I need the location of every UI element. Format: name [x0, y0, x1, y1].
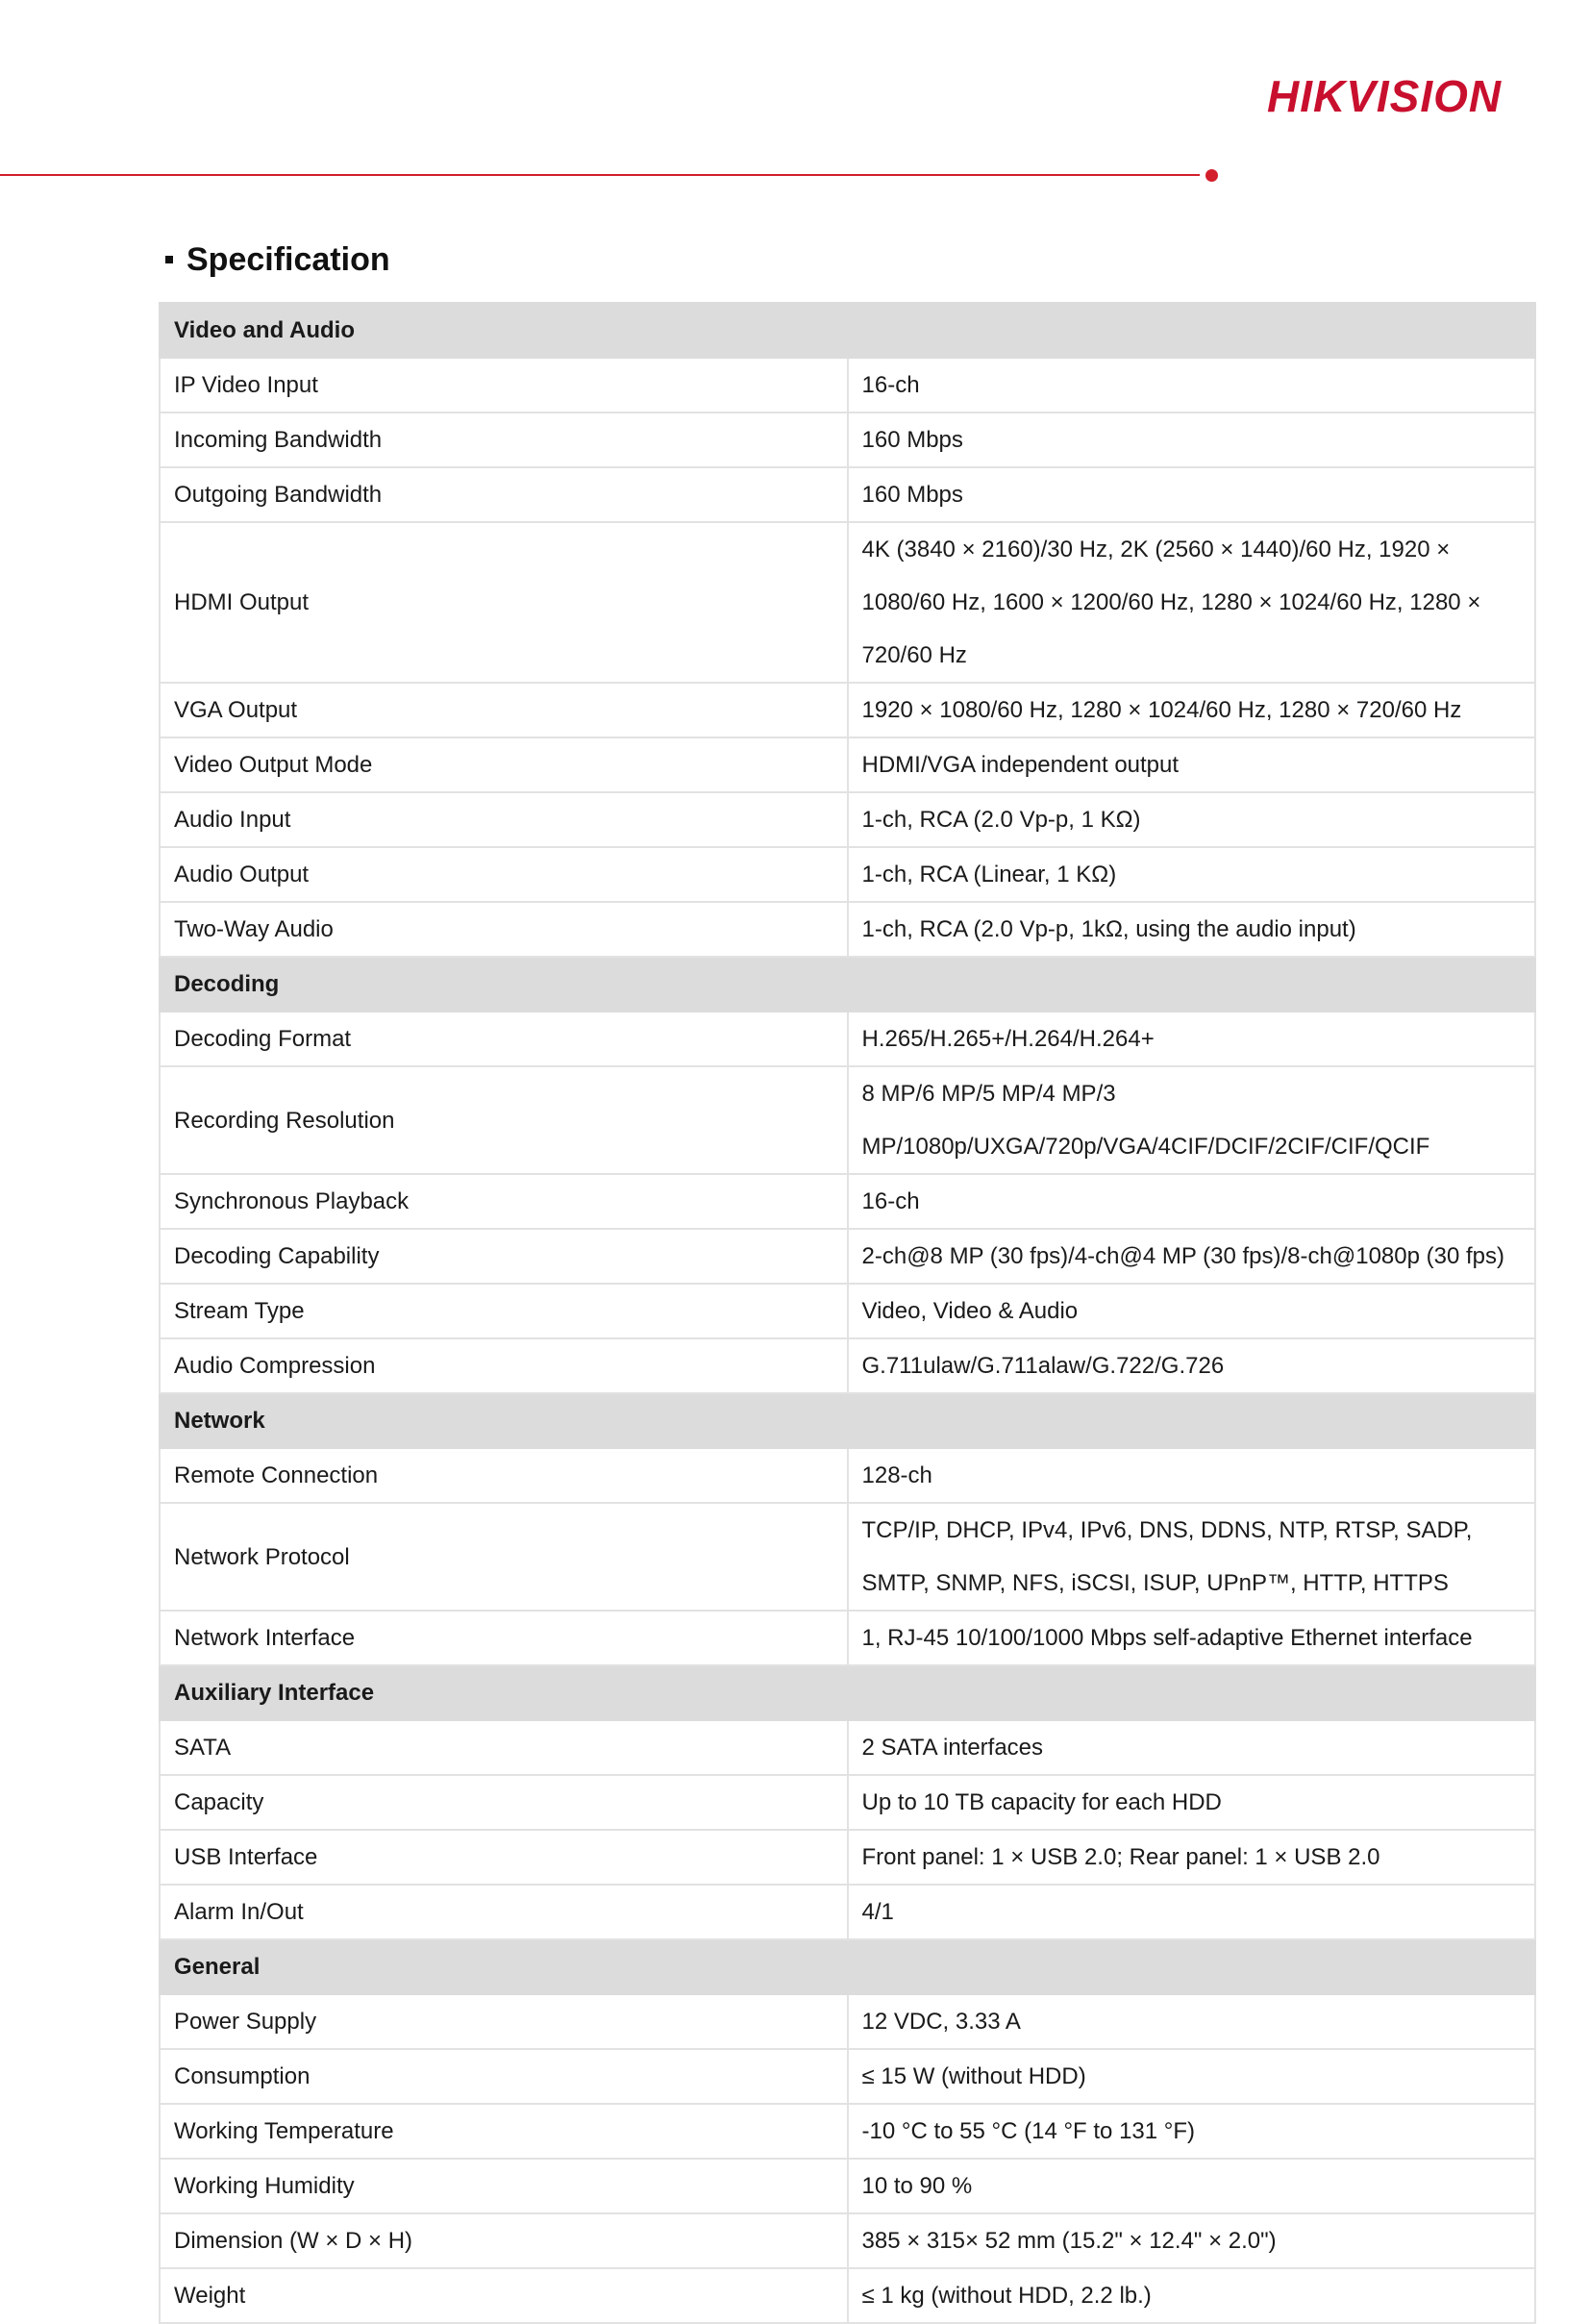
spec-row [160, 1885, 1535, 1939]
spec-value: 10 to 90 % [848, 2159, 1536, 2213]
spec-row [160, 683, 1535, 737]
spec-value: 128-ch [848, 1448, 1536, 1503]
spec-value: G.711ulaw/G.711alaw/G.722/G.726 [848, 1338, 1536, 1393]
spec-label: Incoming Bandwidth [160, 412, 848, 467]
spec-label: Two-Way Audio [160, 902, 848, 957]
section-title [165, 237, 390, 283]
category-row [160, 957, 1535, 1012]
spec-label: Synchronous Playback [160, 1174, 848, 1229]
spec-label: SATA [160, 1720, 848, 1775]
spec-label: VGA Output [160, 683, 848, 737]
spec-row [160, 1994, 1535, 2049]
spec-label: Weight [160, 2268, 848, 2323]
spec-row [160, 467, 1535, 522]
spec-row [160, 1174, 1535, 1229]
spec-value: 4/1 [848, 1885, 1536, 1939]
spec-label: Alarm In/Out [160, 1885, 848, 1939]
spec-label: Decoding Capability [160, 1229, 848, 1284]
spec-label: Audio Input [160, 792, 848, 847]
category-row [160, 303, 1535, 358]
spec-value: 8 MP/6 MP/5 MP/4 MP/3 MP/1080p/UXGA/720p/VGA/4CIF/DCIF/2CIF/CIF/QCIF [848, 1066, 1536, 1174]
spec-label: Decoding Format [160, 1012, 848, 1066]
category-heading: Auxiliary Interface [160, 1665, 1535, 1720]
category-row [160, 1665, 1535, 1720]
spec-row [160, 2049, 1535, 2104]
spec-label: IP Video Input [160, 358, 848, 412]
spec-row [160, 1448, 1535, 1503]
spec-row [160, 1066, 1535, 1174]
spec-value: Up to 10 TB capacity for each HDD [848, 1775, 1536, 1830]
spec-label: USB Interface [160, 1830, 848, 1885]
spec-value: Video, Video & Audio [848, 1284, 1536, 1338]
spec-row [160, 847, 1535, 902]
spec-row [160, 1775, 1535, 1830]
spec-label: Outgoing Bandwidth [160, 467, 848, 522]
header-rule [0, 174, 1200, 176]
spec-row [160, 1338, 1535, 1393]
spec-value: 1-ch, RCA (2.0 Vp-p, 1 KΩ) [848, 792, 1536, 847]
spec-row [160, 1012, 1535, 1066]
spec-row [160, 737, 1535, 792]
spec-label: Video Output Mode [160, 737, 848, 792]
spec-row [160, 1830, 1535, 1885]
spec-value: 160 Mbps [848, 467, 1536, 522]
spec-label: Recording Resolution [160, 1066, 848, 1174]
logo-text: HIKVISION [1267, 71, 1503, 121]
spec-row [160, 792, 1535, 847]
spec-value: 2 SATA interfaces [848, 1720, 1536, 1775]
spec-row [160, 412, 1535, 467]
category-row [160, 1393, 1535, 1448]
spec-value: ≤ 1 kg (without HDD, 2.2 lb.) [848, 2268, 1536, 2323]
spec-value: 1, RJ-45 10/100/1000 Mbps self-adaptive Ethernet interface [848, 1611, 1536, 1665]
spec-label: Network Protocol [160, 1503, 848, 1611]
spec-value: 1920 × 1080/60 Hz, 1280 × 1024/60 Hz, 1280 × 720/60 Hz [848, 683, 1536, 737]
category-heading: Network [160, 1393, 1535, 1448]
spec-label: Remote Connection [160, 1448, 848, 1503]
spec-row [160, 522, 1535, 683]
spec-label: Stream Type [160, 1284, 848, 1338]
spec-row [160, 1229, 1535, 1284]
spec-value: 1-ch, RCA (Linear, 1 KΩ) [848, 847, 1536, 902]
spec-label: Network Interface [160, 1611, 848, 1665]
category-heading: General [160, 1939, 1535, 1994]
spec-value: 385 × 315× 52 mm (15.2" × 12.4" × 2.0") [848, 2213, 1536, 2268]
spec-label: Audio Compression [160, 1338, 848, 1393]
spec-value: ≤ 15 W (without HDD) [848, 2049, 1536, 2104]
spec-row [160, 902, 1535, 957]
spec-table-body [160, 303, 1535, 2323]
category-heading: Video and Audio [160, 303, 1535, 358]
spec-table [159, 302, 1536, 2324]
spec-value: 16-ch [848, 358, 1536, 412]
spec-value: 12 VDC, 3.33 A [848, 1994, 1536, 2049]
spec-value: HDMI/VGA independent output [848, 737, 1536, 792]
spec-row [160, 1720, 1535, 1775]
spec-label: Working Humidity [160, 2159, 848, 2213]
spec-row [160, 2268, 1535, 2323]
spec-row [160, 358, 1535, 412]
spec-row [160, 2213, 1535, 2268]
spec-row [160, 1284, 1535, 1338]
spec-value: 16-ch [848, 1174, 1536, 1229]
spec-value: TCP/IP, DHCP, IPv4, IPv6, DNS, DDNS, NTP, RTSP, SADP, SMTP, SNMP, NFS, iSCSI, ISUP, UPnP™, HTTP, HTTPS [848, 1503, 1536, 1611]
spec-value: 1-ch, RCA (2.0 Vp-p, 1kΩ, using the audio input) [848, 902, 1536, 957]
category-heading: Decoding [160, 957, 1535, 1012]
spec-value: H.265/H.265+/H.264/H.264+ [848, 1012, 1536, 1066]
hikvision-logo [1267, 69, 1527, 123]
header-rule-dot [1205, 169, 1218, 182]
spec-row [160, 1503, 1535, 1611]
spec-label: Consumption [160, 2049, 848, 2104]
spec-row [160, 2159, 1535, 2213]
section-title-text: Specification [186, 240, 390, 278]
spec-label: HDMI Output [160, 522, 848, 683]
spec-value: 2-ch@8 MP (30 fps)/4-ch@4 MP (30 fps)/8-ch@1080p (30 fps) [848, 1229, 1536, 1284]
spec-value: 4K (3840 × 2160)/30 Hz, 2K (2560 × 1440)/60 Hz, 1920 × 1080/60 Hz, 1600 × 1200/60 Hz, 1280 × 1024/60 Hz, 1280 × 720/60 Hz [848, 522, 1536, 683]
spec-row [160, 2104, 1535, 2159]
bullet-icon [165, 256, 173, 263]
spec-value: Front panel: 1 × USB 2.0; Rear panel: 1 × USB 2.0 [848, 1830, 1536, 1885]
spec-row [160, 1611, 1535, 1665]
spec-value: -10 °C to 55 °C (14 °F to 131 °F) [848, 2104, 1536, 2159]
category-row [160, 1939, 1535, 1994]
spec-value: 160 Mbps [848, 412, 1536, 467]
spec-label: Audio Output [160, 847, 848, 902]
spec-label: Dimension (W × D × H) [160, 2213, 848, 2268]
spec-label: Power Supply [160, 1994, 848, 2049]
spec-label: Capacity [160, 1775, 848, 1830]
spec-label: Working Temperature [160, 2104, 848, 2159]
